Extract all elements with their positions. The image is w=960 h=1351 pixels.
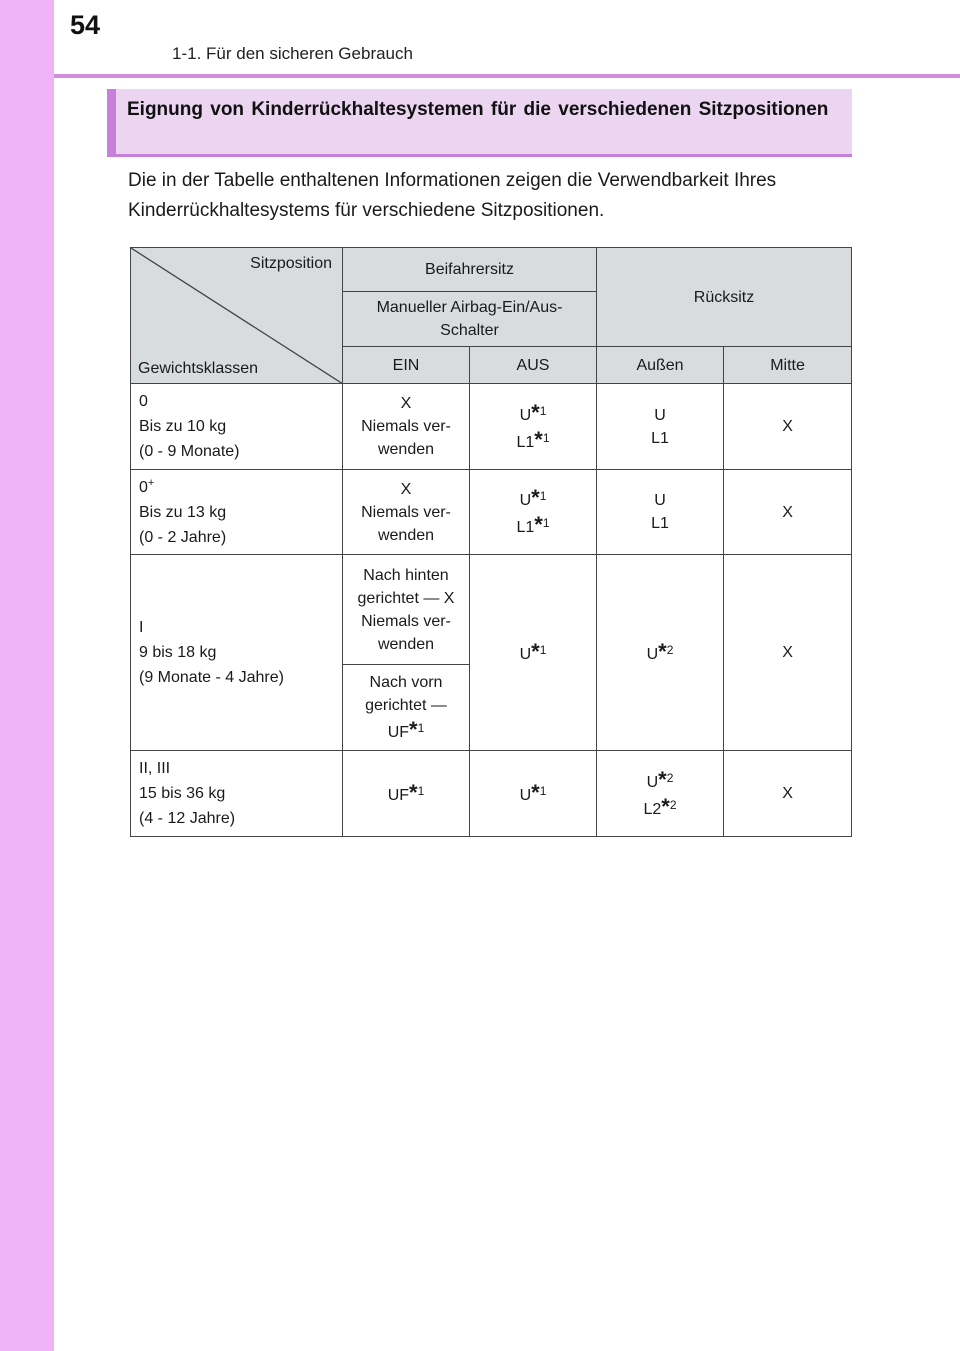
rear-seat-header: Rücksitz xyxy=(597,248,852,347)
cell-off: U*$^1$ xyxy=(470,751,597,837)
cell-outer: U L1 xyxy=(597,470,724,555)
chapter-title: 1-1. Für den sicheren Gebrauch xyxy=(172,44,413,63)
cell-off: U*$^1$ L1*$^1$ xyxy=(470,384,597,470)
intro-paragraph: Die in der Tabelle enthaltenen Informationen zeigen die Verwendbarkeit Ihres Kinderrückhaltesystems für verschiedene Sitzpositionen. xyxy=(128,170,777,221)
airbag-switch-header: Manueller Airbag-Ein/Aus- Schalter xyxy=(343,292,597,347)
weight-class-cell: I 9 bis 18 kg (9 Monate - 4 Jahre) xyxy=(131,555,343,751)
cell-middle: X xyxy=(724,470,852,555)
front-seat-header: Beifahrersitz xyxy=(343,248,597,292)
table-row xyxy=(131,470,852,555)
cell-on-rear-facing: Nach hinten gerichtet — X Niemals ver- wenden xyxy=(343,555,470,665)
page-number: 54 xyxy=(70,10,101,40)
seat-compatibility-table xyxy=(130,247,852,837)
weight-class-cell: II, III 15 bis 36 kg (4 - 12 Jahre) xyxy=(131,751,343,837)
cell-off: U*$^1$ L1*$^1$ xyxy=(470,470,597,555)
weight-class-cell: 0 Bis zu 10 kg (0 - 9 Monate) xyxy=(131,384,343,470)
section-heading: Eignung von Kinderrückhaltesystemen für die verschiedenen Sitzpositionen xyxy=(107,89,852,157)
header-corner-cell xyxy=(131,248,343,384)
weight-class-cell: 0+ Bis zu 13 kg (0 - 2 Jahre) xyxy=(131,470,343,555)
side-color-band xyxy=(0,0,54,1351)
cell-outer: U*$^2$ L2*$^2$ xyxy=(597,751,724,837)
table-row xyxy=(131,384,852,470)
col-header-middle: Mitte xyxy=(724,347,852,384)
col-header-on: EIN xyxy=(343,347,470,384)
cell-on: X Niemals ver- wenden xyxy=(343,470,470,555)
cell-middle: X xyxy=(724,384,852,470)
table-row xyxy=(131,555,852,665)
page-header-bar xyxy=(54,0,960,78)
cell-on-forward-facing: Nach vorn gerichtet — UF*$^1$ xyxy=(343,665,470,751)
weight-class-label: Gewichtsklassen xyxy=(138,360,259,377)
cell-middle: X xyxy=(724,555,852,751)
cell-outer: U L1 xyxy=(597,384,724,470)
seat-position-label: Sitzposition xyxy=(250,255,332,272)
cell-off: U*$^1$ xyxy=(470,555,597,751)
cell-on: UF*$^1$ xyxy=(343,751,470,837)
col-header-off: AUS xyxy=(470,347,597,384)
cell-on: X Niemals ver- wenden xyxy=(343,384,470,470)
table-row xyxy=(131,751,852,837)
cell-middle: X xyxy=(724,751,852,837)
cell-outer: U*$^2$ xyxy=(597,555,724,751)
col-header-outer: Außen xyxy=(597,347,724,384)
